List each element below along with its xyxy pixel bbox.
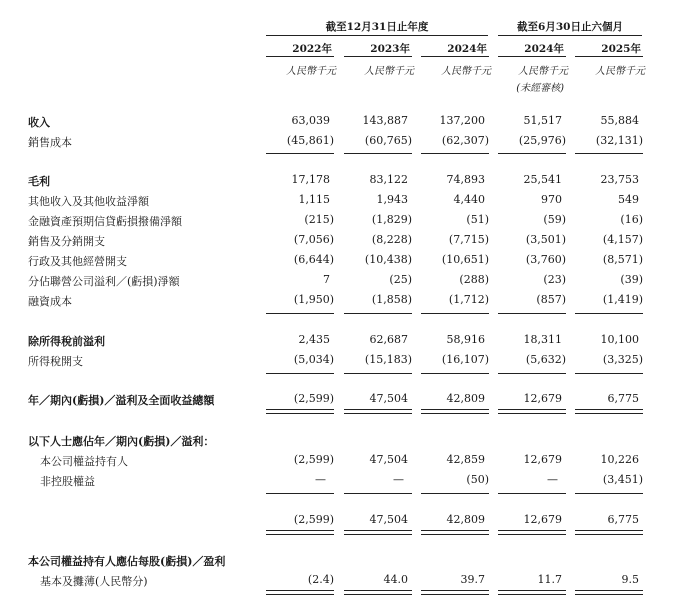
cell: 6,775 bbox=[607, 513, 639, 526]
cell: (7,056) bbox=[293, 233, 334, 246]
table-row-total-comprehensive bbox=[0, 392, 674, 408]
cell: 12,679 bbox=[523, 453, 562, 466]
year-header-2022: 2022年 bbox=[292, 43, 332, 55]
total-double-rule bbox=[575, 590, 643, 595]
cell: 10,100 bbox=[600, 333, 639, 346]
cell: 7 bbox=[323, 273, 330, 286]
cell: — bbox=[315, 473, 326, 486]
year-header-2024-interim: 2024年 bbox=[524, 43, 564, 55]
subtotal-rule bbox=[344, 153, 412, 154]
row-label: 非控股權益 bbox=[40, 475, 95, 488]
cell: (32,131) bbox=[595, 134, 643, 147]
total-double-rule bbox=[498, 409, 566, 414]
cell: 47,504 bbox=[369, 392, 408, 405]
subtotal-rule bbox=[344, 493, 412, 494]
total-double-rule bbox=[498, 530, 566, 535]
cell: 42,859 bbox=[446, 453, 485, 466]
subtotal-rule bbox=[575, 373, 643, 374]
cell: (3,501) bbox=[525, 233, 566, 246]
unit-label: 人民幣千元 bbox=[364, 66, 414, 77]
row-label: 銷售及分銷開支 bbox=[28, 235, 105, 248]
cell: 10,226 bbox=[600, 453, 639, 466]
cell: 12,679 bbox=[523, 392, 562, 405]
row-label: 收入 bbox=[28, 116, 50, 129]
cell: (5,034) bbox=[293, 353, 334, 366]
row-label: 基本及攤薄(人民幣分) bbox=[40, 575, 148, 588]
cell: (10,651) bbox=[441, 253, 489, 266]
row-label: 分佔聯營公司溢利／(虧損)淨額 bbox=[28, 275, 180, 288]
cell: (288) bbox=[459, 273, 489, 286]
cell: 18,311 bbox=[523, 333, 562, 346]
table-row-attributable-total bbox=[0, 513, 674, 529]
total-double-rule bbox=[344, 590, 412, 595]
cell: (1,712) bbox=[448, 293, 489, 306]
unit-label: 人民幣千元 bbox=[595, 66, 645, 77]
group-rule-interim bbox=[498, 35, 642, 36]
cell: (1,950) bbox=[293, 293, 334, 306]
cell: (2,599) bbox=[293, 453, 334, 466]
cell: (5,632) bbox=[525, 353, 566, 366]
table-row-gross-profit bbox=[0, 173, 674, 189]
cell: (1,419) bbox=[602, 293, 643, 306]
cell: 74,893 bbox=[446, 173, 485, 186]
cell: 2,435 bbox=[298, 333, 330, 346]
table-row-ecl bbox=[0, 213, 674, 229]
cell: 137,200 bbox=[439, 114, 485, 127]
cell: (50) bbox=[466, 473, 489, 486]
row-label: 所得稅開支 bbox=[28, 355, 83, 368]
cell: 12,679 bbox=[523, 513, 562, 526]
cell: (8,228) bbox=[371, 233, 412, 246]
cell: (215) bbox=[304, 213, 334, 226]
cell: 47,504 bbox=[369, 453, 408, 466]
row-label: 以下人士應佔年／期內(虧損)／溢利： bbox=[28, 435, 215, 448]
total-double-rule bbox=[575, 530, 643, 535]
cell: (4,157) bbox=[602, 233, 643, 246]
unit-label: 人民幣千元 bbox=[441, 66, 491, 77]
group-header-interim: 截至6月30日止六個月 bbox=[517, 21, 623, 33]
subtotal-rule bbox=[575, 493, 643, 494]
row-label: 本公司權益持有人 bbox=[40, 455, 128, 468]
cell: 143,887 bbox=[362, 114, 408, 127]
row-label: 除所得稅前溢利 bbox=[28, 335, 105, 348]
cell: (25) bbox=[389, 273, 412, 286]
cell: (8,571) bbox=[602, 253, 643, 266]
total-double-rule bbox=[421, 590, 489, 595]
year-rule bbox=[421, 56, 489, 57]
year-header-2025-interim: 2025年 bbox=[601, 43, 641, 55]
cell: (59) bbox=[543, 213, 566, 226]
subtotal-rule bbox=[266, 153, 334, 154]
cell: (857) bbox=[536, 293, 566, 306]
total-double-rule bbox=[575, 409, 643, 414]
cell: (51) bbox=[466, 213, 489, 226]
subtotal-rule bbox=[498, 493, 566, 494]
cell: 42,809 bbox=[446, 392, 485, 405]
cell: (2,599) bbox=[293, 392, 334, 405]
subtotal-rule bbox=[421, 493, 489, 494]
subtotal-rule bbox=[266, 373, 334, 374]
subtotal-rule bbox=[344, 313, 412, 314]
cell: (1,829) bbox=[371, 213, 412, 226]
total-double-rule bbox=[266, 530, 334, 535]
subtotal-rule bbox=[421, 153, 489, 154]
row-label: 金融資產預期信貸虧損撥備淨額 bbox=[28, 215, 182, 228]
cell: (23) bbox=[543, 273, 566, 286]
year-rule bbox=[344, 56, 412, 57]
cell: 1,943 bbox=[376, 193, 408, 206]
subtotal-rule bbox=[266, 313, 334, 314]
cell: (3,760) bbox=[525, 253, 566, 266]
table-row-cost-of-sales bbox=[0, 134, 674, 150]
cell: 42,809 bbox=[446, 513, 485, 526]
total-double-rule bbox=[266, 409, 334, 414]
cell: 9.5 bbox=[621, 573, 639, 586]
year-header-2023: 2023年 bbox=[370, 43, 410, 55]
cell: 11.7 bbox=[537, 573, 562, 586]
total-double-rule bbox=[498, 590, 566, 595]
cell: 25,541 bbox=[523, 173, 562, 186]
table-row-equity-holders bbox=[0, 453, 674, 469]
subtotal-rule bbox=[575, 153, 643, 154]
table-row-admin bbox=[0, 253, 674, 269]
row-label: 毛利 bbox=[28, 175, 50, 188]
cell: 4,440 bbox=[453, 193, 485, 206]
unit-label: 人民幣千元 bbox=[518, 66, 568, 77]
group-rule-annual bbox=[266, 35, 488, 36]
cell: 62,687 bbox=[369, 333, 408, 346]
cell: 17,178 bbox=[291, 173, 330, 186]
cell: 549 bbox=[618, 193, 639, 206]
cell: 58,916 bbox=[446, 333, 485, 346]
cell: (2,599) bbox=[293, 513, 334, 526]
year-rule bbox=[498, 56, 566, 57]
cell: (6,644) bbox=[293, 253, 334, 266]
cell: 51,517 bbox=[523, 114, 562, 127]
row-label: 銷售成本 bbox=[28, 136, 72, 149]
cell: (15,183) bbox=[364, 353, 412, 366]
cell: 1,115 bbox=[298, 193, 330, 206]
unaudited-label: (未經審核) bbox=[516, 83, 564, 94]
group-header-annual: 截至12月31日止年度 bbox=[325, 21, 429, 33]
row-label: 年／期內(虧損)／溢利及全面收益總額 bbox=[28, 394, 215, 407]
cell: 55,884 bbox=[600, 114, 639, 127]
table-row-eps-heading bbox=[0, 553, 674, 569]
cell: (7,715) bbox=[448, 233, 489, 246]
subtotal-rule bbox=[498, 313, 566, 314]
subtotal-rule bbox=[498, 153, 566, 154]
cell: (62,307) bbox=[441, 134, 489, 147]
subtotal-rule bbox=[575, 313, 643, 314]
table-row-revenue bbox=[0, 114, 674, 130]
table-row-income-tax bbox=[0, 353, 674, 369]
cell: (16,107) bbox=[441, 353, 489, 366]
cell: (3,325) bbox=[602, 353, 643, 366]
cell: (1,858) bbox=[371, 293, 412, 306]
subtotal-rule bbox=[266, 493, 334, 494]
cell: — bbox=[393, 473, 404, 486]
row-label: 本公司權益持有人應佔每股(虧損)／盈利 bbox=[28, 555, 226, 568]
total-double-rule bbox=[421, 530, 489, 535]
cell: 47,504 bbox=[369, 513, 408, 526]
subtotal-rule bbox=[344, 373, 412, 374]
cell: 44.0 bbox=[383, 573, 408, 586]
total-double-rule bbox=[344, 530, 412, 535]
subtotal-rule bbox=[421, 313, 489, 314]
cell: (3,451) bbox=[602, 473, 643, 486]
cell: 63,039 bbox=[291, 114, 330, 127]
cell: 23,753 bbox=[600, 173, 639, 186]
table-row-associates bbox=[0, 273, 674, 289]
cell: (45,861) bbox=[286, 134, 334, 147]
table-row-non-controlling bbox=[0, 473, 674, 489]
cell: (25,976) bbox=[518, 134, 566, 147]
cell: (39) bbox=[620, 273, 643, 286]
table-row-attributable-heading bbox=[0, 433, 674, 449]
cell: 970 bbox=[541, 193, 562, 206]
row-label: 其他收入及其他收益淨額 bbox=[28, 195, 149, 208]
row-label: 融資成本 bbox=[28, 295, 72, 308]
cell: 83,122 bbox=[369, 173, 408, 186]
total-double-rule bbox=[421, 409, 489, 414]
cell: (10,438) bbox=[364, 253, 412, 266]
year-rule bbox=[575, 56, 643, 57]
subtotal-rule bbox=[498, 373, 566, 374]
cell: (60,765) bbox=[364, 134, 412, 147]
table-row-eps bbox=[0, 573, 674, 589]
unit-label: 人民幣千元 bbox=[286, 66, 336, 77]
subtotal-rule bbox=[421, 373, 489, 374]
total-double-rule bbox=[344, 409, 412, 414]
year-rule bbox=[266, 56, 334, 57]
cell: (16) bbox=[620, 213, 643, 226]
table-row-finance-costs bbox=[0, 293, 674, 309]
cell: (2.4) bbox=[307, 573, 334, 586]
table-row-profit-before-tax bbox=[0, 333, 674, 349]
row-label: 行政及其他經營開支 bbox=[28, 255, 127, 268]
table-row-other-income bbox=[0, 193, 674, 209]
cell: 6,775 bbox=[607, 392, 639, 405]
cell: 39.7 bbox=[460, 573, 485, 586]
year-header-2024: 2024年 bbox=[447, 43, 487, 55]
total-double-rule bbox=[266, 590, 334, 595]
cell: — bbox=[547, 473, 558, 486]
table-row-selling bbox=[0, 233, 674, 249]
